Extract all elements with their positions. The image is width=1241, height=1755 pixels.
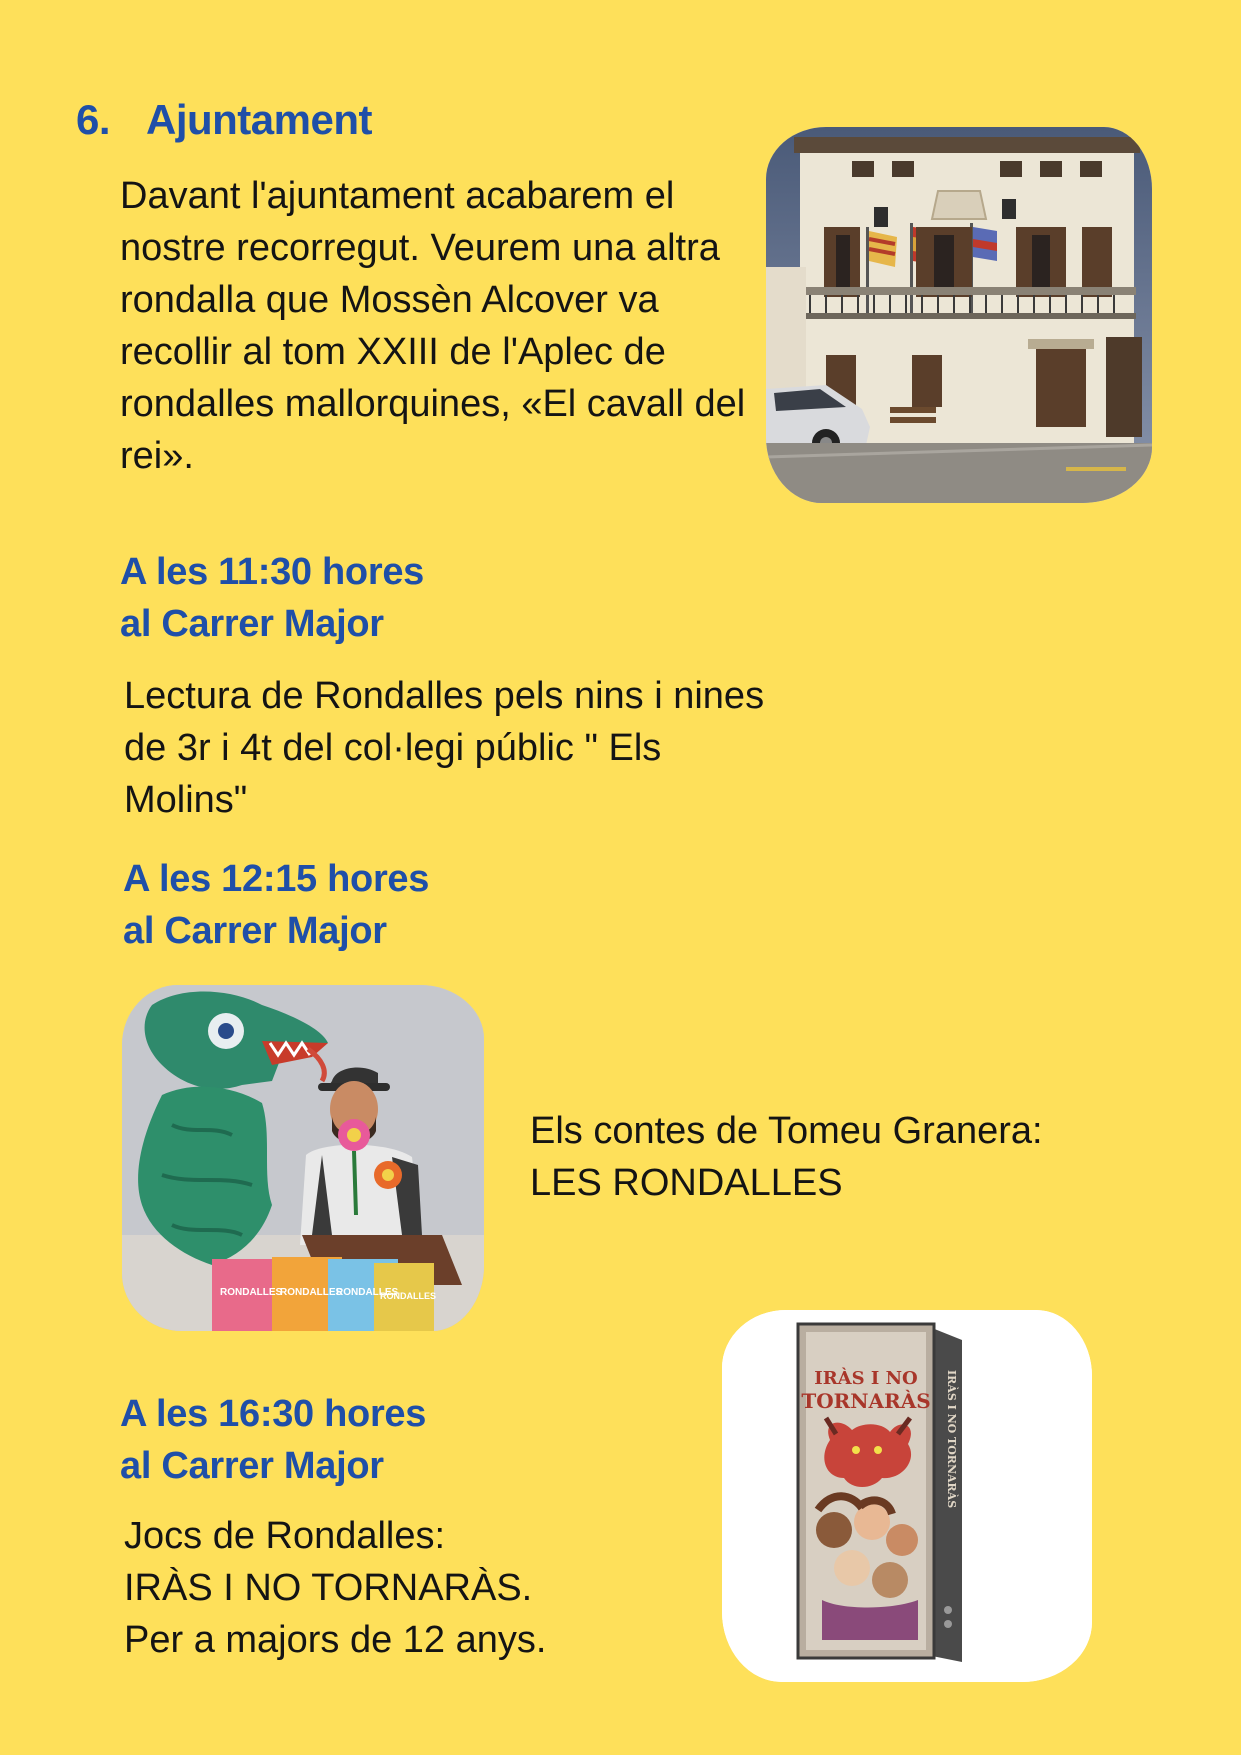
event-1-heading [120, 546, 424, 650]
event-2-time: A les 12:15 hores [123, 858, 430, 900]
event-2-description [530, 1105, 1130, 1209]
townhall-illustration [766, 127, 1152, 503]
section-heading [76, 96, 372, 144]
event-2-description-line1: Els contes de Tomeu Granera: [530, 1110, 1043, 1152]
section-description: Davant l'ajuntament acabarem el nostre recorregut. Veurem una altra rondalla que Mossèn Alcover va recollir al tom XXIII de l'Aplec de rondalles mallorquines, «El cavall del rei». [120, 175, 746, 477]
event-2-description-line2: LES RONDALLES [530, 1162, 843, 1204]
game-title-line1: IRÀS I NO [814, 1368, 918, 1389]
event-3-heading [120, 1388, 426, 1492]
board-game-photo [722, 1310, 1092, 1682]
event-3-place: al Carrer Major [120, 1445, 384, 1487]
event-3-time: A les 16:30 hores [120, 1393, 427, 1435]
book-label-1: RONDALLES [220, 1287, 283, 1298]
event-3-description [124, 1510, 644, 1666]
book-label-3: RONDALLES [336, 1287, 399, 1298]
townhall-photo [766, 127, 1152, 503]
event-3-description-line2: IRÀS I NO TORNARÀS. [124, 1567, 533, 1609]
puppet-illustration [122, 985, 484, 1331]
game-title-line2: TORNARÀS [801, 1389, 931, 1413]
event-1-time: A les 11:30 hores [120, 551, 425, 593]
event-2-place: al Carrer Major [123, 910, 387, 952]
board-game-illustration [722, 1310, 1092, 1682]
book-label-4: RONDALLES [380, 1291, 436, 1301]
event-3-description-line1: Jocs de Rondalles: [124, 1515, 446, 1557]
event-2-heading [123, 853, 429, 957]
event-1-place: al Carrer Major [120, 603, 384, 645]
book-label-2: RONDALLES [280, 1287, 343, 1298]
event-1-description: Lectura de Rondalles pels nins i nines de 3r i 4t del col·legi públic " Els Molins" [124, 675, 765, 821]
puppet-photo [122, 985, 484, 1331]
event-3-description-line3: Per a majors de 12 anys. [124, 1619, 547, 1661]
section-title: Ajuntament [146, 96, 372, 143]
game-side-title: IRÀS I NO TORNARÀS [945, 1370, 958, 1509]
section-number: 6. [76, 96, 111, 143]
